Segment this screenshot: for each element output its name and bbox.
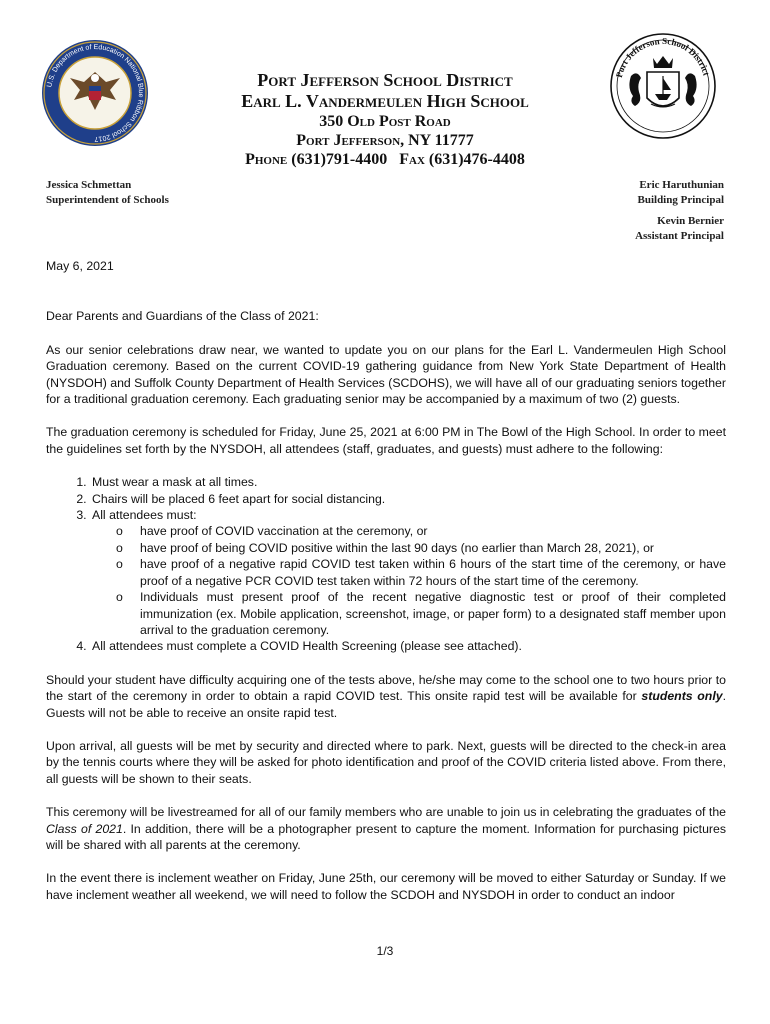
paragraph-rapid-test: Should your student have difficulty acquiring one of the tests above, he/she may come to the school one to two hours prior to the start of the ceremony in order to obtain a rapid COVID test. This onsite rapid test will be available for students only. Guests will not be able to receive an onsite rapid test. bbox=[46, 672, 726, 720]
circle-bullet-icon: o bbox=[116, 590, 123, 605]
list-item: 1. Must wear a mask at all times. bbox=[90, 474, 726, 490]
city-address: Port Jefferson, NY 11777 bbox=[296, 132, 474, 149]
seal-ring-text: Port Jefferson School District bbox=[613, 35, 712, 79]
blue-ribbon-seal bbox=[40, 38, 150, 148]
superintendent-name: Jessica Schmettan bbox=[46, 179, 132, 191]
paragraph-livestream: This ceremony will be livestreamed for all of our family members who are unable to join us in celebrating the graduates of the Class of 2021. In addition, there will be a photographer present to capture the moment. Information for purchasing pictures will be shared with all parents at the ceremony. bbox=[46, 805, 726, 852]
seal-ring-text: U.S. Department of Education National Blue Ribbon School 2017 bbox=[46, 43, 145, 143]
circle-bullet-icon: o bbox=[116, 557, 123, 572]
circle-bullet-icon: o bbox=[116, 540, 123, 555]
paragraph-weather: In the event there is inclement weather on Friday, June 25th, our ceremony will be moved to either Saturday or Sunday. If we have inclement weather all weekend, we will need to follow the SCDOH and NYSDOH in order to conduct an indoor bbox=[46, 871, 726, 902]
sub-list-item: o have proof of a negative rapid COVID test taken within 6 hours of the start time of the ceremony, or have proof of a negative PCR COVID test taken within 72 hours of the start time of the ceremony. bbox=[116, 557, 726, 588]
district-name: Port Jefferson School District bbox=[257, 70, 513, 90]
letter-date: May 6, 2021 bbox=[46, 259, 114, 273]
street-address: 350 Old Post Road bbox=[319, 113, 451, 130]
paragraph-intro: As our senior celebrations draw near, we wanted to update you on our plans for the Earl L. Vandermeulen High School Graduation ceremony. Based on the current COVID-19 gathering guidance from New York State Department of Health (NYSDOH) and Suffolk County Department of Health Services (SCDOHS), we will have all of our graduating seniors together for a traditional graduation ceremony. Each graduating senior may be accompanied by a maximum of two (2) guests. bbox=[46, 342, 726, 407]
list-item-text: All attendees must: bbox=[92, 508, 197, 523]
principal-name: Eric Haruthunian bbox=[639, 179, 724, 191]
school-name: Earl L. Vandermeulen High School bbox=[241, 91, 529, 111]
emphasis-students-only: students only bbox=[641, 689, 723, 704]
requirements-list bbox=[46, 474, 726, 654]
emphasis-class-of-2021: Class of 2021 bbox=[46, 821, 123, 836]
sub-list bbox=[92, 523, 726, 638]
principal-title: Building Principal bbox=[637, 194, 724, 206]
sub-list-item: o have proof of COVID vaccination at the ceremony, or bbox=[116, 524, 428, 539]
list-item: 2. Chairs will be placed 6 feet apart for social distancing. bbox=[90, 491, 726, 507]
salutation: Dear Parents and Guardians of the Class of 2021: bbox=[46, 309, 319, 324]
district-seal bbox=[609, 32, 717, 140]
assistant-principal-title: Assistant Principal bbox=[635, 230, 724, 242]
list-item: 4. All attendees must complete a COVID Health Screening (please see attached). bbox=[90, 638, 726, 654]
superintendent-block bbox=[46, 178, 169, 208]
principals-block bbox=[635, 178, 724, 244]
paragraph-schedule: The graduation ceremony is scheduled for Friday, June 25, 2021 at 6:00 PM in The Bowl of the High School. In order to meet the guidelines set forth by the NYSDOH, all attendees (staff, graduates, and guests) must adhere to the following: bbox=[46, 425, 726, 456]
sub-list-item: o have proof of being COVID positive within the last 90 days (no earlier than March 28, 2021), or bbox=[116, 540, 655, 555]
assistant-principal-name: Kevin Bernier bbox=[657, 215, 724, 227]
phone-fax: Phone (631)791-4400 Fax (631)476-4408 bbox=[245, 151, 525, 168]
page-number: 1/3 bbox=[376, 944, 394, 958]
superintendent-title: Superintendent of Schools bbox=[46, 194, 169, 206]
paragraph-arrival: Upon arrival, all guests will be met by security and directed where to park. Next, guests will be directed to the check-in area by the tennis courts where they will be asked for photo identification and proof of the COVID criteria listed above. From there, all guests will be shown to their seats. bbox=[46, 738, 726, 786]
sub-list-item: o Individuals must present proof of the recent negative diagnostic test or proof of their completed immunization (ex. Mobile application, screenshot, image, or paper form) to a designated staff member upon arrival to the graduation ceremony. bbox=[116, 590, 726, 637]
letterhead bbox=[150, 70, 620, 169]
circle-bullet-icon: o bbox=[116, 524, 123, 539]
list-item bbox=[90, 507, 726, 638]
letter-body bbox=[46, 258, 726, 920]
